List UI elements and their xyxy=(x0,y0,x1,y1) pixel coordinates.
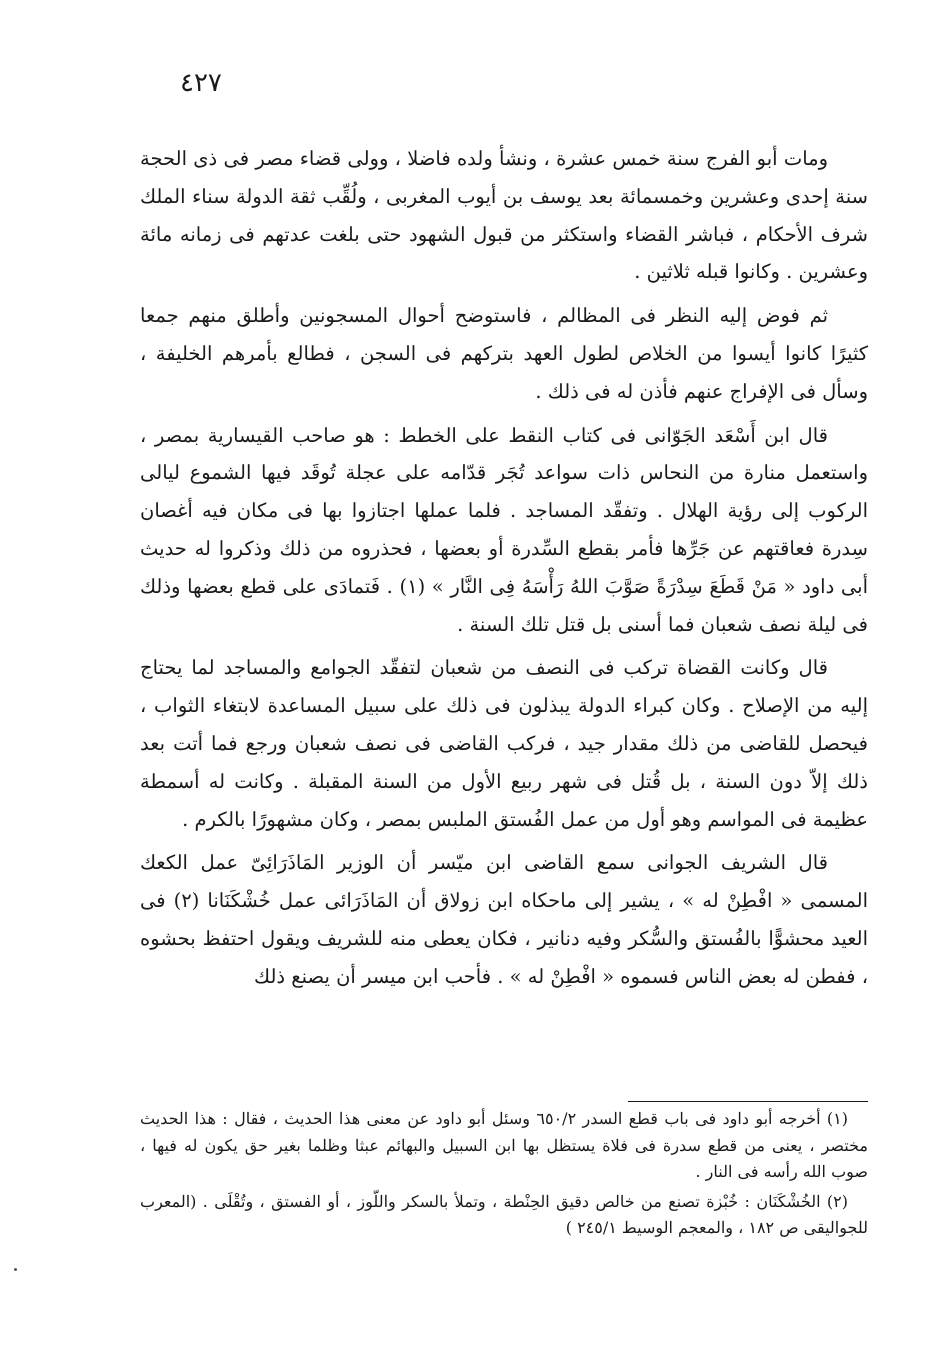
scan-speck xyxy=(14,1268,17,1271)
paragraph-5: قال الشريف الجوانى سمع القاضى ابن ميّسر أن الوزير المَاذَرَائِىّ عمل الكعك المسمى « افْطِنْ له » ، يشير إلى ماحكاه ابن زولاق أن المَاذَرَائى عمل خُشْكَنَانا (٢) فى العيد محشوًّا بالفُستق والسُّكر وفيه دنانير ، فكان يعطى منه للشريف ويقول احتفظ بحشوه ، ففطن له بعض الناس فسموه « افْطِنْ له » . فأحب ابن ميسر أن يصنع ذلك xyxy=(140,851,868,988)
paragraph-3: قال ابن أَسْعَد الجَوّانى فى كتاب النقط على الخطط : هو صاحب القيسارية بمصر ، واستعمل منارة من النحاس ذات سواعد تُجَر قدّامه على عجلة تُوقَد فيها الشموع ليالى الركوب إلى رؤية الهلال . وتفقّد المساجد . فلما عملها اجتازوا بها فى مكان فيه أغصان سِدرة فعاقتهم عن جَرِّها فأمر بقطع السِّدرة أو بعضها ، فحذروه من ذلك وذكروا له حديث أبى داود « مَنْ قَطَعَ سِدْرَةً صَوَّبَ اللهُ رَأْسَهُ فِى النَّار » (١) . فَتمادَى على قطع بعضها وذلك فى ليلة نصف شعبان فما أسنى بل قتل تلك السنة . xyxy=(140,423,868,636)
footnote-divider xyxy=(628,1101,868,1102)
footnotes xyxy=(140,1106,868,1245)
paragraph-4: قال وكانت القضاة تركب فى النصف من شعبان لتفقّد الجوامع والمساجد لما يحتاج إليه من الإصلاح . وكان كبراء الدولة يبذلون فى ذلك على سبيل المساعدة لابتغاء الثواب ، فيحصل للقاضى من ذلك مقدار جيد ، فركب القاضى فى نصف شعبان ورجع فما أتت بعد ذلك إلاّ دون السنة ، بل قُتل فى شهر ربيع الأول من السنة المقبلة . وكانت له أسمطة عظيمة فى المواسم وهو أول من عمل الفُستق الملبس بمصر ، وكان مشهورًا بالكرم . xyxy=(140,656,868,831)
page-number: ٤٢٧ xyxy=(180,68,222,98)
paragraph-2: ثم فوض إليه النظر فى المظالم ، فاستوضح أحوال المسجونين وأطلق منهم جمعا كثيرًا كانوا أيسوا من الخلاص لطول العهد بتركهم فى السجن ، فطالع بأمرهم الخليفة ، وسأل فى الإفراج عنهم فأذن له فى ذلك . xyxy=(140,304,868,403)
main-text xyxy=(140,140,868,1002)
paragraph-1: ومات أبو الفرج سنة خمس عشرة ، ونشأ ولده فاضلا ، وولى قضاء مصر فى ذى الحجة سنة إحدى وعشرين وخمسمائة بعد يوسف بن أيوب المغربى ، ولُقِّب ثقة الدولة سناء الملك شرف الأحكام ، فباشر القضاء واستكثر من قبول الشهود حتى بلغت عدتهم فى زمانه مائة وعشرين . وكانوا قبله ثلاثين . xyxy=(140,147,868,284)
footnote-2: (٢) الخُشْكَنَان : خُبْزة تصنع من خالص دقيق الحِنْطة ، وتملأ بالسكر واللّوز ، أو الفستق ، وتُقْلَى . (المعرب للجواليقى ص ١٨٢ ، والمعجم الوسيط ٢٤٥/١ ) xyxy=(140,1191,868,1237)
footnote-1: (١) أخرجه أبو داود فى باب قطع السدر ٦٥٠/٢ وسئل أبو داود عن معنى هذا الحديث ، فقال : هذا الحديث مختصر ، يعنى من قطع سدرة فى فلاة يستظل بها ابن السبيل والبهائم عبثا وظلما بغير حق يكون له فيها ، صوب الله رأسه فى النار . xyxy=(140,1109,868,1181)
